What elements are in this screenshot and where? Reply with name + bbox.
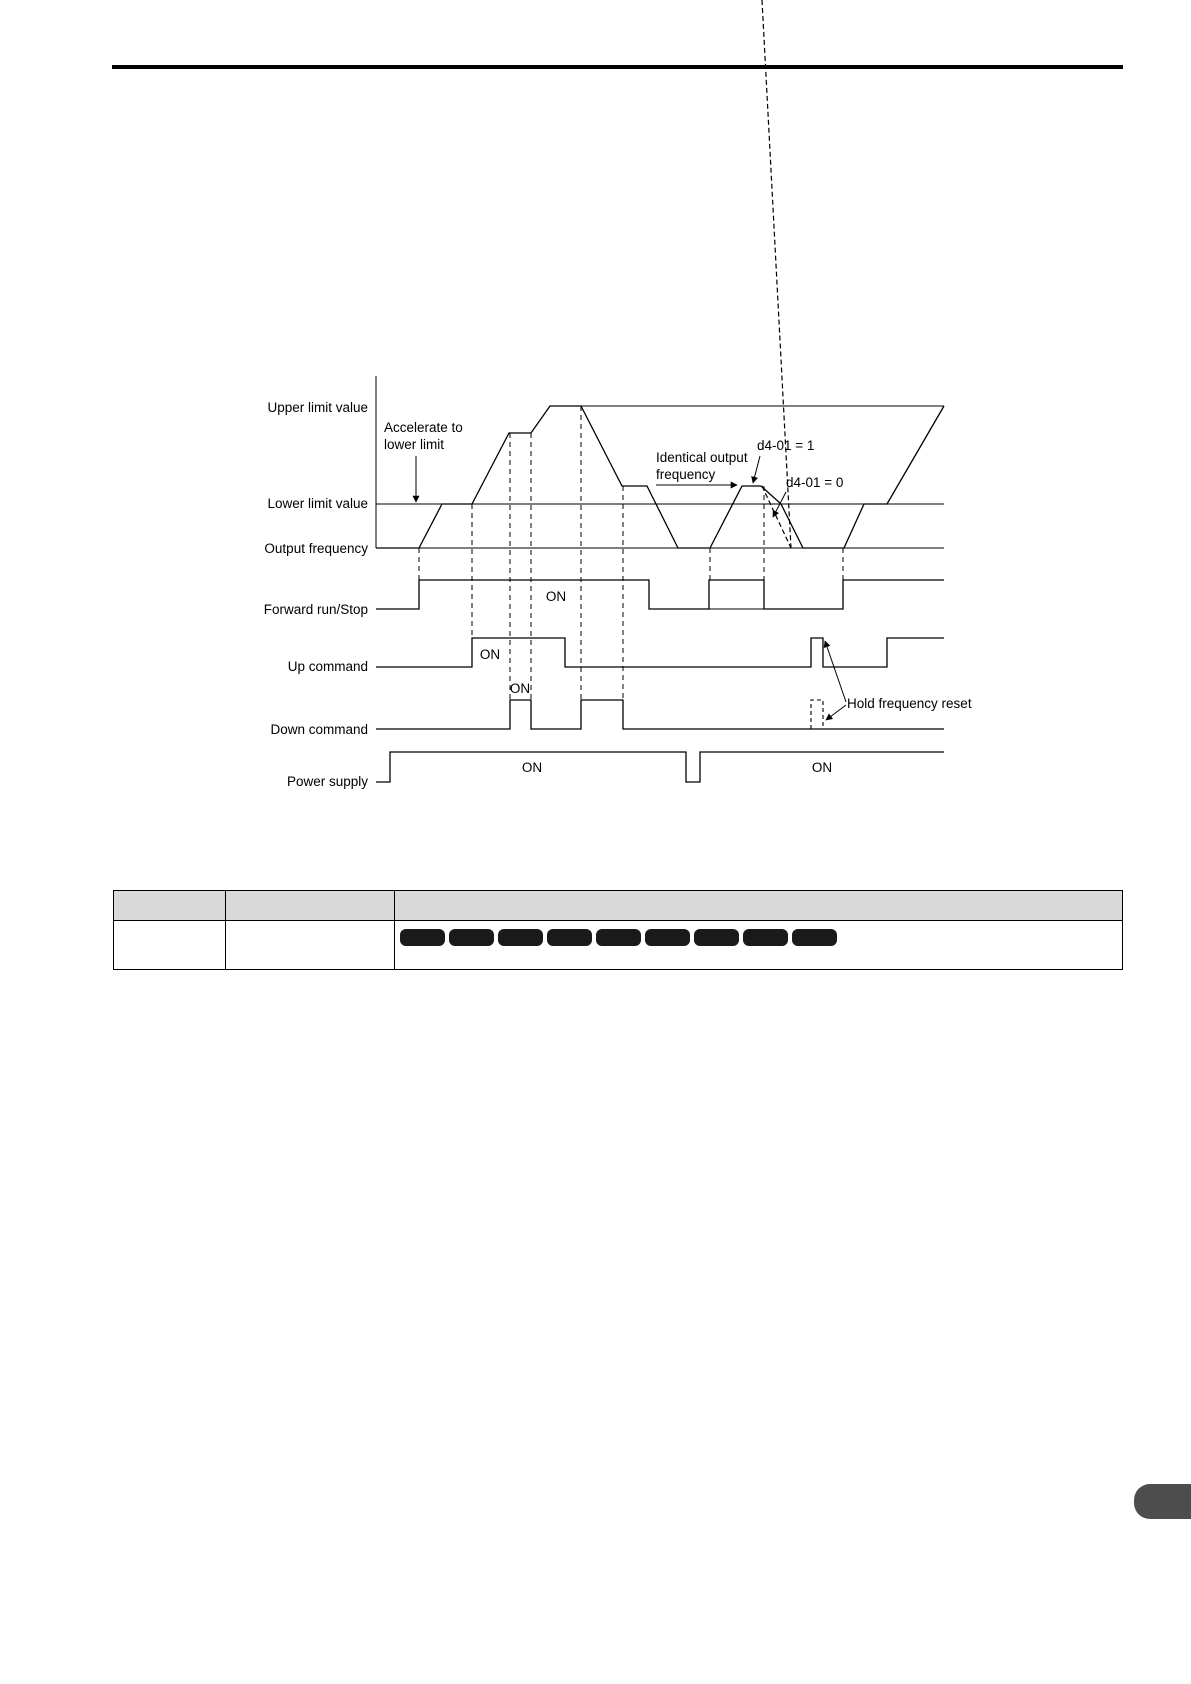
control-mode-badge: [792, 929, 837, 946]
control-mode-badge: [694, 929, 739, 946]
table-header-cell: [226, 891, 395, 921]
chapter-tab: [1134, 1484, 1191, 1519]
accelerate-annotation: lower limit: [384, 437, 445, 452]
power-supply-label: Power supply: [286, 774, 368, 789]
power-supply-waveform: [376, 752, 944, 782]
down-command-label: Down command: [270, 722, 368, 737]
up-command-label: Up command: [287, 659, 368, 674]
up-command-on-label: ON: [479, 647, 501, 662]
hold-reset-arrow-up: [825, 641, 846, 702]
forward-run-waveform: [376, 580, 944, 609]
down-command-reset-pulse: [811, 700, 823, 729]
d4-01-zero-annotation: d4-01 = 0: [786, 475, 844, 490]
table-cell: [226, 921, 395, 970]
forward-run-on-label: ON: [545, 589, 567, 604]
control-mode-badge: [743, 929, 788, 946]
hold-reset-arrow-down: [826, 705, 846, 720]
parameter-table: [113, 890, 1123, 970]
forward-run-label: Forward run/Stop: [263, 602, 368, 617]
d4-01-zero-branch: [762, 0, 791, 548]
identical-output-annotation: Identical output: [656, 450, 748, 465]
d4-01-zero-branch: [762, 486, 791, 548]
timing-diagram: [0, 0, 1191, 800]
table-row: [114, 921, 1123, 970]
d4-01-one-arrow: [753, 456, 760, 483]
control-mode-badge: [596, 929, 641, 946]
down-command-on-label: ON: [509, 681, 531, 696]
control-mode-badge: [547, 929, 592, 946]
d4-01-one-annotation: d4-01 = 1: [757, 438, 815, 453]
table-cell: [395, 921, 1123, 970]
accelerate-annotation: Accelerate to: [384, 420, 463, 435]
up-command-waveform: [376, 638, 944, 667]
power-supply-on-label-2: ON: [811, 760, 833, 775]
lower-limit-label: Lower limit value: [267, 496, 368, 511]
table-cell: [114, 921, 226, 970]
hold-frequency-reset-annotation: Hold frequency reset: [847, 696, 972, 711]
output-frequency-label: Output frequency: [264, 541, 368, 556]
identical-output-annotation: frequency: [656, 467, 716, 482]
upper-limit-label: Upper limit value: [267, 400, 368, 415]
control-mode-badges: [395, 921, 1122, 946]
table-header-cell: [395, 891, 1123, 921]
table-header-cell: [114, 891, 226, 921]
control-mode-badge: [400, 929, 445, 946]
timing-guides: [419, 406, 843, 729]
table-header-row: [114, 891, 1123, 921]
power-supply-on-label-1: ON: [521, 760, 543, 775]
control-mode-badge: [449, 929, 494, 946]
control-mode-badge: [645, 929, 690, 946]
control-mode-badge: [498, 929, 543, 946]
